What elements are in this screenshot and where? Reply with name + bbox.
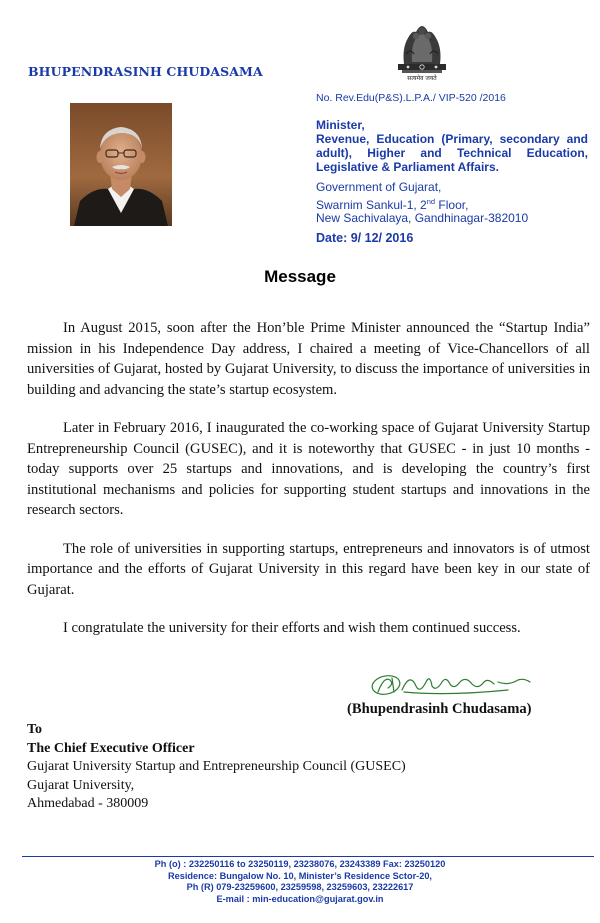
- footer-residence: Residence: Bungalow No. 10, Minister’s Residence Sctor-20,: [168, 870, 432, 881]
- paragraph-1: In August 2015, soon after the Hon’ble Prime Minister announced the “Startup India” mission in his Independence Day address, I chaired a meeting of Vice-Chancellors of all universities of Gujarat, hosted by Gujarat University, to discuss the importance of universities in building and advancing the state’s startup ecosystem.: [27, 320, 590, 398]
- designation-portfolio: Revenue, Education (Primary, secondary and adult), Higher and Technical Education, Legislative & Parliament Affairs.: [316, 132, 588, 174]
- handwritten-signature: [368, 668, 548, 702]
- message-heading: Message: [264, 267, 336, 286]
- minister-photo: [70, 103, 172, 226]
- minister-name: BHUPENDRASINH CHUDASAMA: [28, 64, 263, 79]
- footer-office-phone: Ph (o) : 232250116 to 23250119, 23238076, 23243389 Fax: 23250120: [154, 859, 446, 869]
- emblem-motto: सत्यमेव जयते: [407, 75, 437, 82]
- address-line-3: New Sachivalaya, Gandhinagar-382010: [316, 211, 529, 225]
- recipient-line-3: Ahmedabad - 380009: [27, 796, 149, 811]
- paragraph-3: The role of universities in supporting startups, entrepreneurs and innovators is of utmost importance and the efforts of Gujarat University in this regard have been key in our state of Gujarat.: [27, 540, 590, 598]
- recipient-to: To: [27, 722, 43, 737]
- minister-designation: [316, 118, 588, 174]
- recipient-title: The Chief Executive Officer: [27, 740, 195, 756]
- message-body: [27, 318, 590, 657]
- paragraph-4: I congratulate the university for their efforts and wish them continued success.: [63, 620, 521, 636]
- address-line-1: Government of Gujarat,: [316, 180, 442, 194]
- paragraph-2: Later in February 2016, I inaugurated the co-working space of Gujarat University Startup Entrepreneurship Council (GUSEC), and it is noteworthy that GUSEC - in just 10 months - today supports over 25 startups and innovations, and is developing the country’s first institutional mechanisms and policies for supporting student startups and innovations in the research sectors.: [27, 420, 590, 518]
- signatory-name: (Bhupendrasinh Chudasama): [347, 701, 532, 717]
- address-line-2: Swarnim Sankul-1, 2nd Floor,: [316, 196, 469, 212]
- reference-number: No. Rev.Edu(P&S).L.P.A./ VIP-520 /2016: [316, 92, 506, 104]
- footer-divider: [22, 856, 594, 857]
- designation-title: Minister,: [316, 118, 365, 132]
- footer-contact: [0, 859, 600, 905]
- footer-email: E-mail : min-education@gujarat.gov.in: [216, 893, 384, 904]
- office-address: [316, 181, 588, 226]
- recipient-line-1: Gujarat University Startup and Entrepreneurship Council (GUSEC): [27, 759, 406, 774]
- letter-date: Date: 9/ 12/ 2016: [316, 231, 414, 245]
- recipient-line-2: Gujarat University,: [27, 777, 135, 793]
- footer-residence-phone: Ph (R) 079-23259600, 23259598, 23259603, 23222617: [186, 882, 414, 892]
- recipient-block: [27, 721, 406, 814]
